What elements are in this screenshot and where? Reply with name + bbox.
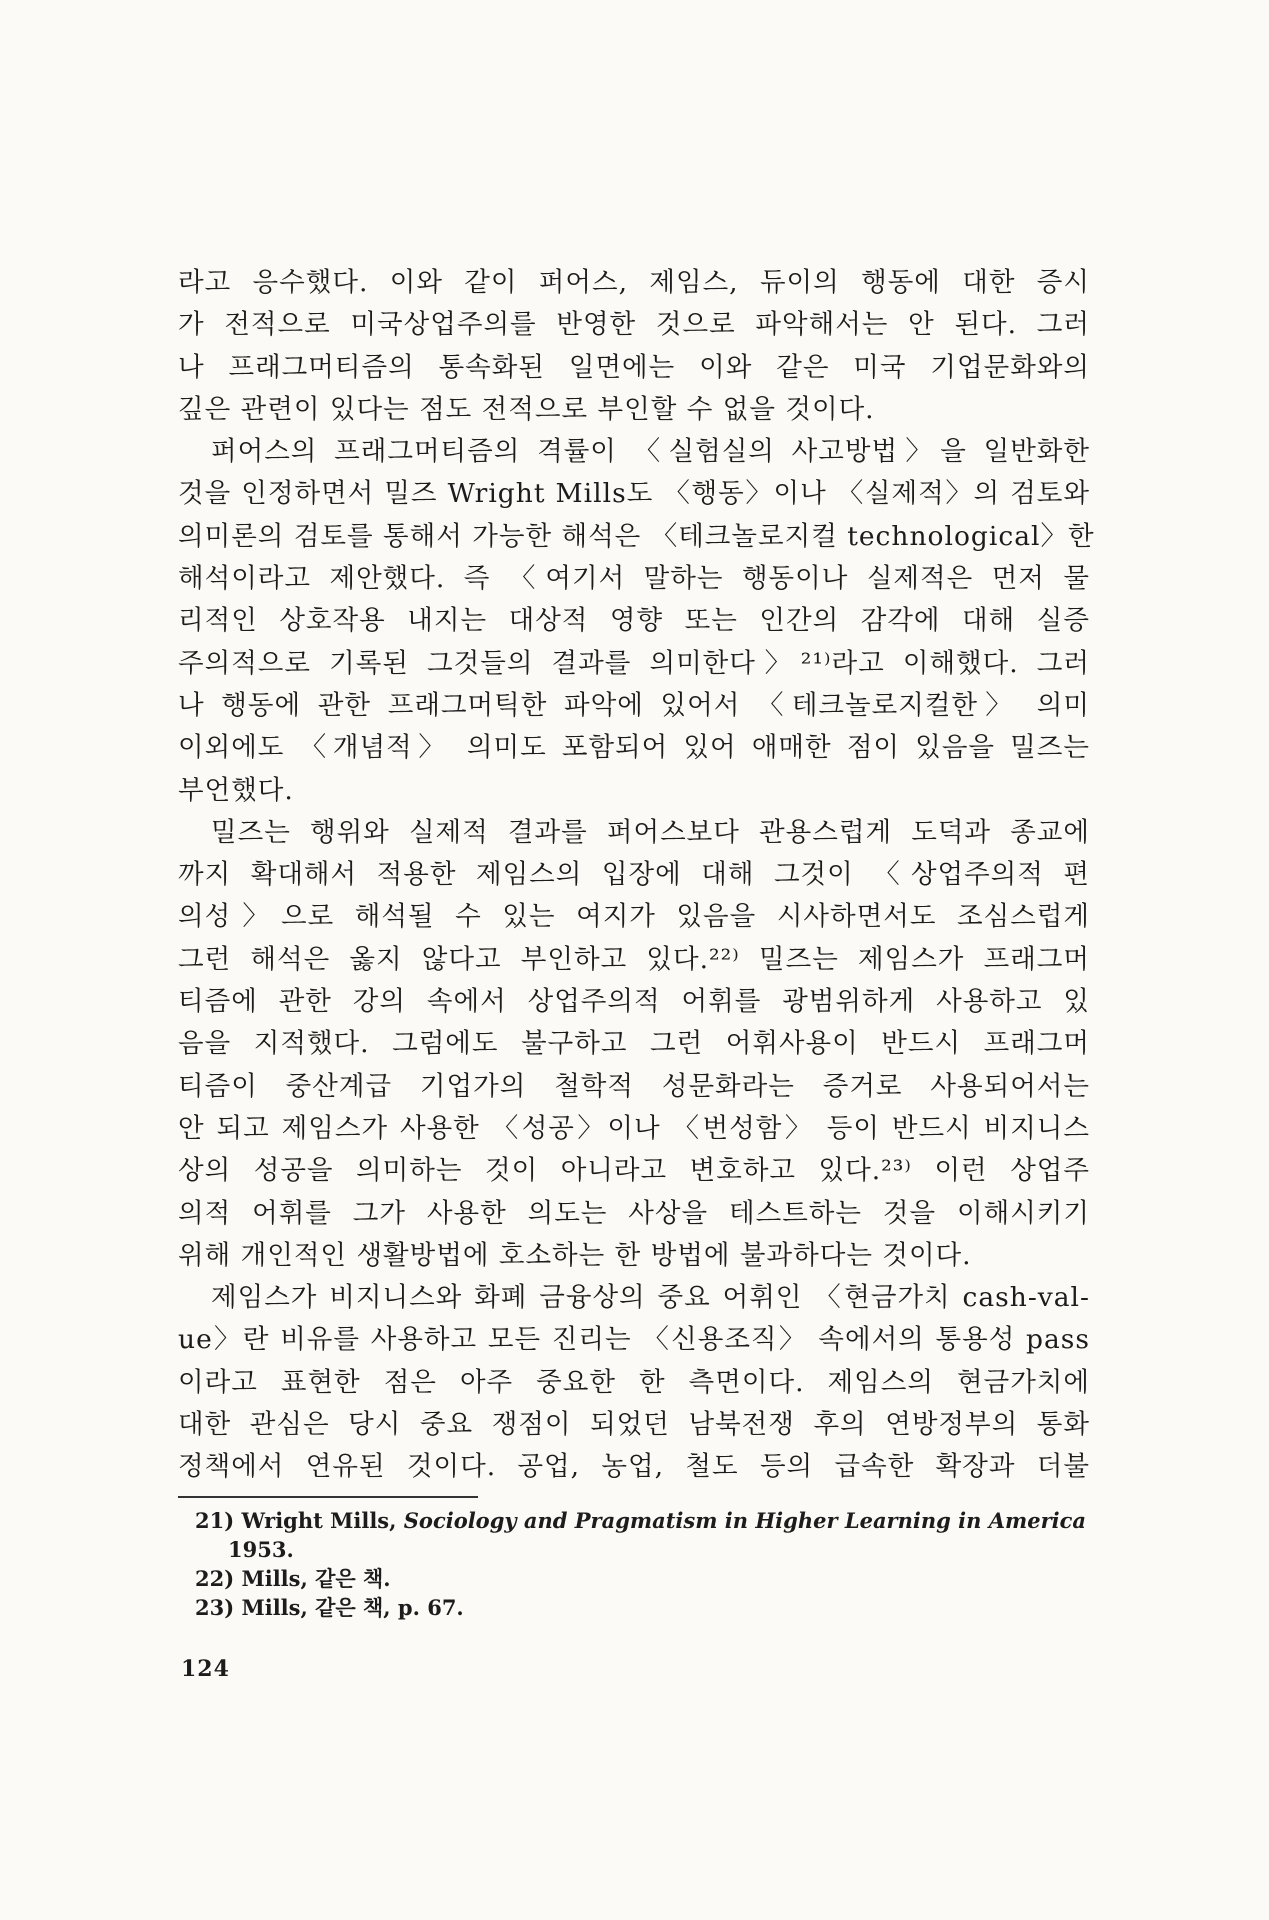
- paragraph-start: 퍼어스의 프래그머티즘의 격률이 〈실험실의 사고방법〉을 일반화한: [211, 436, 1090, 468]
- page-number: 124: [181, 1656, 230, 1682]
- body-text: [178, 262, 1095, 1489]
- text-line: 까지 확대해서 적용한 제임스의 입장에 대해 그것이 〈상업주의적 편: [178, 859, 1090, 891]
- text-line: 대한 관심은 당시 중요 쟁점이 되었던 남북전쟁 후의 연방정부의 통화: [178, 1409, 1090, 1441]
- text-line: 이라고 표현한 점은 아주 중요한 한 측면이다. 제임스의 현금가치에: [178, 1366, 1090, 1398]
- text-line: 리적인 상호작용 내지는 대상적 영향 또는 인간의 감각에 대해 실증: [178, 605, 1090, 637]
- footnotes: [195, 1506, 1095, 1622]
- text-line: 안 되고 제임스가 사용한 〈성공〉이나 〈번성함〉 등이 반드시 비지니스: [178, 1112, 1090, 1144]
- footnote-21-year: 1953.: [228, 1537, 294, 1562]
- text-line: 상의 성공을 의미하는 것이 아니라고 변호하고 있다.²³⁾ 이런 상업주: [178, 1155, 1090, 1187]
- text-line: 나 프래그머티즘의 통속화된 일면에는 이와 같은 미국 기업문화와의: [178, 351, 1090, 383]
- footnote-21: [195, 1506, 1095, 1535]
- footnote-text: Mills, 같은 책, p. 67.: [241, 1595, 464, 1620]
- footnote-author: Wright Mills,: [241, 1508, 397, 1533]
- text-line: 의성〉으로 해석될 수 있는 여지가 있음을 시사하면서도 조심스럽게: [178, 901, 1090, 933]
- text-line: [178, 1277, 1090, 1319]
- footnote-divider: [178, 1496, 478, 1498]
- footnote-book-title: Sociology and Pragmatism in Higher Learning in America: [403, 1508, 1086, 1533]
- footnote-text: Mills, 같은 책.: [241, 1566, 391, 1591]
- footnote-number: 22): [195, 1566, 235, 1591]
- text-line: 깊은 관련이 있다는 점도 전적으로 부인할 수 없을 것이다.: [178, 393, 875, 425]
- footnote-number: 21): [195, 1508, 235, 1533]
- text-line: 라고 응수했다. 이와 같이 퍼어스, 제임스, 듀이의 행동에 대한 증시: [178, 267, 1090, 298]
- text-line: 티즘에 관한 강의 속에서 상업주의적 어휘를 광범위하게 사용하고 있: [178, 986, 1090, 1018]
- text-line: 의미론의 검토를 통해서 가능한 해석은 〈테크놀로지컬 technological〉한: [178, 520, 1095, 552]
- footnote-23: [195, 1593, 1095, 1622]
- footnote-number: 23): [195, 1595, 235, 1620]
- text-line: 음을 지적했다. 그럼에도 불구하고 그런 어휘사용이 반드시 프래그머: [178, 1028, 1090, 1060]
- text-line: 이외에도 〈개념적〉 의미도 포함되어 있어 애매한 점이 있음을 밀즈는: [178, 732, 1090, 764]
- text-line: 그런 해석은 옳지 않다고 부인하고 있다.²²⁾ 밀즈는 제임스가 프래그머: [178, 943, 1090, 975]
- text-line: 의적 어휘를 그가 사용한 의도는 사상을 테스트하는 것을 이해시키기: [178, 1197, 1090, 1229]
- text-line: [178, 431, 1090, 473]
- text-line: 나 행동에 관한 프래그머틱한 파악에 있어서 〈테크놀로지컬한〉 의미: [178, 689, 1090, 721]
- text-line: 해석이라고 제안했다. 즉 〈여기서 말하는 행동이나 실제적은 먼저 물: [178, 563, 1090, 595]
- footnote-22: [195, 1564, 1095, 1593]
- text-line: [178, 812, 1090, 854]
- text-line: ue〉란 비유를 사용하고 모든 진리는 〈신용조직〉 속에서의 통용성 pass: [178, 1324, 1090, 1356]
- text-line: 주의적으로 기록된 그것들의 결과를 의미한다〉²¹⁾라고 이해했다. 그러: [178, 647, 1090, 679]
- text-line: 정책에서 연유된 것이다. 공업, 농업, 철도 등의 급속한 확장과 더불: [178, 1451, 1090, 1483]
- paragraph-start: 밀즈는 행위와 실제적 결과를 퍼어스보다 관용스럽게 도덕과 종교에: [211, 816, 1090, 848]
- text-line: 티즘이 중산계급 기업가의 철학적 성문화라는 증거로 사용되어서는: [178, 1070, 1090, 1102]
- text-line: 것을 인정하면서 밀즈 Wright Mills도 〈행동〉이나 〈실제적〉의 검토와: [178, 478, 1090, 510]
- text-line: 위해 개인적인 생활방법에 호소하는 한 방법에 불과하다는 것이다.: [178, 1239, 972, 1271]
- text-line: 부언했다.: [178, 774, 294, 806]
- paragraph-start: 제임스가 비지니스와 화폐 금융상의 중요 어휘인 〈현금가치 cash-val-: [211, 1282, 1090, 1314]
- text-line: 가 전적으로 미국상업주의를 반영한 것으로 파악해서는 안 된다. 그러: [178, 309, 1090, 341]
